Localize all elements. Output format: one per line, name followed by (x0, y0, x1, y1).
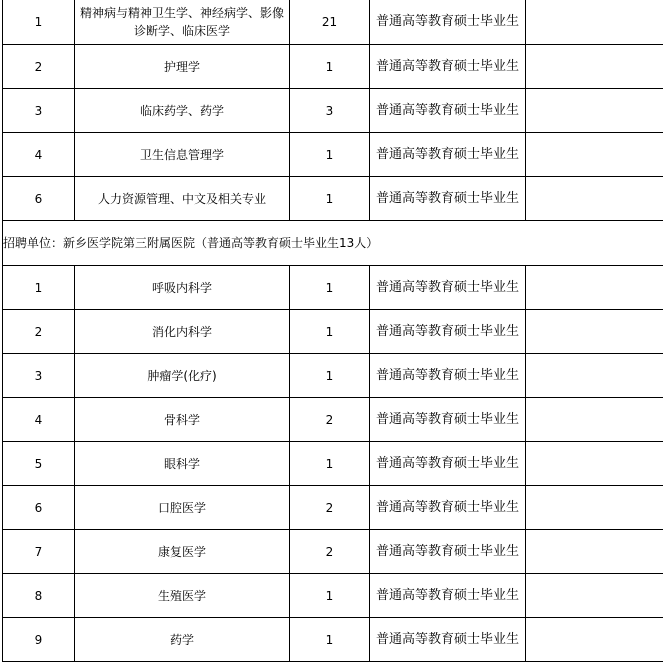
major-cell: 呼吸内科学 (75, 266, 290, 310)
major-cell: 临床药学、药学 (75, 89, 290, 133)
note-cell (526, 266, 663, 310)
requirement-cell: 普通高等教育硕士毕业生 (370, 618, 526, 662)
requirement-cell: 普通高等教育硕士毕业生 (370, 45, 526, 89)
requirement-cell: 普通高等教育硕士毕业生 (370, 89, 526, 133)
table-row (3, 530, 663, 574)
major-cell: 消化内科学 (75, 310, 290, 354)
table-row (3, 618, 663, 662)
major-cell: 口腔医学 (75, 486, 290, 530)
note-cell (526, 618, 663, 662)
major-cell: 康复医学 (75, 530, 290, 574)
requirement-cell: 普通高等教育硕士毕业生 (370, 266, 526, 310)
requirement-cell: 普通高等教育硕士毕业生 (370, 486, 526, 530)
requirement-cell: 普通高等教育硕士毕业生 (370, 354, 526, 398)
count-cell: 2 (290, 398, 370, 442)
requirement-cell: 普通高等教育硕士毕业生 (370, 0, 526, 45)
note-cell (526, 0, 663, 45)
note-cell (526, 442, 663, 486)
recruitment-table (2, 0, 663, 662)
note-cell (526, 310, 663, 354)
table-row (3, 0, 663, 45)
major-cell: 人力资源管理、中文及相关专业 (75, 177, 290, 221)
table-row (3, 89, 663, 133)
count-cell: 3 (290, 89, 370, 133)
note-cell (526, 574, 663, 618)
count-cell: 1 (290, 442, 370, 486)
row-number-cell: 6 (3, 177, 75, 221)
row-number-cell: 3 (3, 89, 75, 133)
note-cell (526, 486, 663, 530)
major-cell: 生殖医学 (75, 574, 290, 618)
table-row (3, 354, 663, 398)
requirement-cell: 普通高等教育硕士毕业生 (370, 310, 526, 354)
major-cell: 药学 (75, 618, 290, 662)
row-number-cell: 6 (3, 486, 75, 530)
table-row (3, 266, 663, 310)
table-row (3, 442, 663, 486)
major-cell: 眼科学 (75, 442, 290, 486)
note-cell (526, 133, 663, 177)
table-row (3, 177, 663, 221)
count-cell: 1 (290, 45, 370, 89)
count-cell: 1 (290, 354, 370, 398)
major-cell: 卫生信息管理学 (75, 133, 290, 177)
count-cell: 1 (290, 266, 370, 310)
major-cell: 护理学 (75, 45, 290, 89)
section-header-row (3, 221, 663, 266)
requirement-cell: 普通高等教育硕士毕业生 (370, 133, 526, 177)
note-cell (526, 177, 663, 221)
requirement-cell: 普通高等教育硕士毕业生 (370, 442, 526, 486)
count-cell: 1 (290, 618, 370, 662)
table-row (3, 45, 663, 89)
section-header: 招聘单位：新乡医学院第三附属医院（普通高等教育硕士毕业生13人） (3, 221, 663, 266)
major-cell: 骨科学 (75, 398, 290, 442)
requirement-cell: 普通高等教育硕士毕业生 (370, 530, 526, 574)
requirement-cell: 普通高等教育硕士毕业生 (370, 177, 526, 221)
major-cell: 肿瘤学(化疗) (75, 354, 290, 398)
table-row (3, 133, 663, 177)
note-cell (526, 398, 663, 442)
row-number-cell: 9 (3, 618, 75, 662)
count-cell: 1 (290, 133, 370, 177)
row-number-cell: 3 (3, 354, 75, 398)
requirement-cell: 普通高等教育硕士毕业生 (370, 398, 526, 442)
count-cell: 1 (290, 574, 370, 618)
count-cell: 1 (290, 310, 370, 354)
note-cell (526, 530, 663, 574)
note-cell (526, 89, 663, 133)
row-number-cell: 2 (3, 45, 75, 89)
row-number-cell: 2 (3, 310, 75, 354)
row-number-cell: 4 (3, 398, 75, 442)
row-number-cell: 5 (3, 442, 75, 486)
count-cell: 21 (290, 0, 370, 45)
requirement-cell: 普通高等教育硕士毕业生 (370, 574, 526, 618)
table-row (3, 486, 663, 530)
major-cell: 精神病与精神卫生学、神经病学、影像诊断学、临床医学 (75, 0, 290, 45)
row-number-cell: 7 (3, 530, 75, 574)
count-cell: 2 (290, 486, 370, 530)
table-row (3, 574, 663, 618)
note-cell (526, 354, 663, 398)
row-number-cell: 8 (3, 574, 75, 618)
count-cell: 1 (290, 177, 370, 221)
row-number-cell: 1 (3, 0, 75, 45)
note-cell (526, 45, 663, 89)
table-row (3, 310, 663, 354)
count-cell: 2 (290, 530, 370, 574)
row-number-cell: 4 (3, 133, 75, 177)
row-number-cell: 1 (3, 266, 75, 310)
table-row (3, 398, 663, 442)
